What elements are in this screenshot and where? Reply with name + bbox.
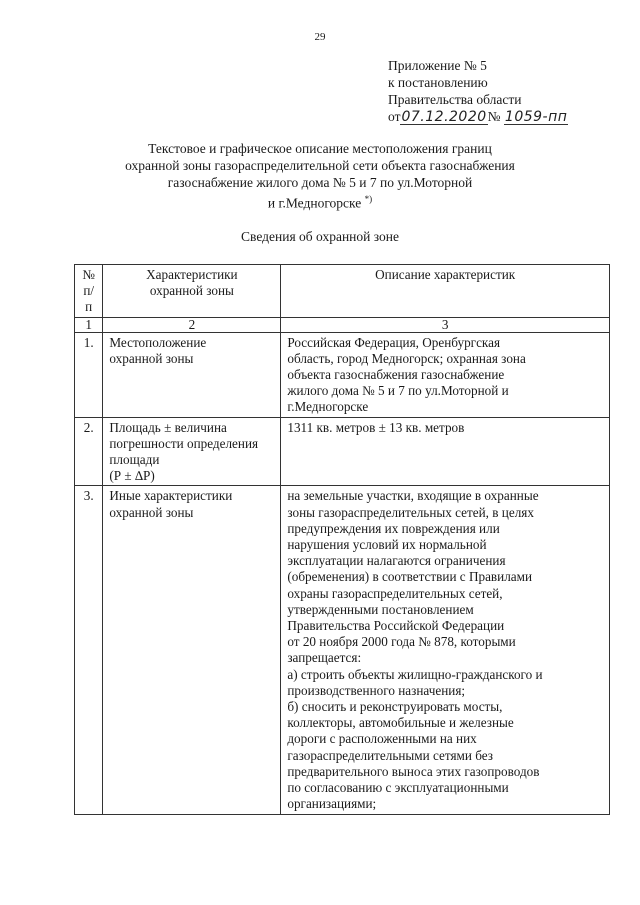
column-number-row [75, 317, 610, 332]
appendix-line: к постановлению [388, 75, 488, 90]
header-text: Описание характеристик [375, 267, 516, 282]
document-title [60, 140, 580, 212]
description-line: от 20 ноября 2000 года № 878, которыми [287, 634, 516, 650]
characteristic-line: площади [109, 452, 160, 468]
characteristic-line: (Р ± ∆Р) [109, 468, 155, 484]
number-label: № [487, 109, 501, 124]
row-number: 3. [75, 486, 103, 814]
appendix-line: Приложение № 5 [388, 58, 487, 73]
description-line: Российская Федерация, Оренбургская [287, 334, 501, 350]
title-line-with-footnote [60, 191, 580, 212]
description-line: область, город Медногорск; охранная зона [287, 350, 526, 366]
title-line: охранной зоны газораспределительной сети объекта газоснабжения [125, 158, 515, 173]
table-header-row [75, 265, 610, 318]
description-line: зоны газораспределительных сетей, в целях [287, 504, 534, 520]
description-line: 1311 кв. метров ± 13 кв. метров [287, 419, 465, 435]
characteristic-line: Местоположение [109, 334, 207, 350]
description-line: эксплуатации налагаются ограничения [287, 553, 506, 569]
description-line: жилого дома № 5 и 7 по ул.Моторной и [287, 383, 509, 399]
row-number: 2. [75, 417, 103, 486]
table-row [75, 417, 610, 486]
description-line: коллекторы, автомобильные и железные [287, 715, 514, 731]
footnote-mark: *) [364, 194, 373, 204]
column-number: 3 [281, 317, 610, 332]
title-line: Текстовое и графическое описание местоположения границ [148, 141, 492, 156]
description-line: г.Медногорске [287, 399, 369, 415]
row-characteristic [103, 486, 281, 814]
appendix-line: Правительства области [388, 92, 522, 107]
handwritten-date: 07.12.2020 [401, 109, 487, 125]
zone-info-table [74, 264, 610, 815]
description-line: б) сносить и реконструировать мосты, [287, 699, 503, 715]
header-description [281, 265, 610, 318]
description-line: производственного назначения; [287, 682, 466, 698]
header-characteristics [103, 265, 281, 318]
description-line: объекта газоснабжения газоснабжение [287, 367, 505, 383]
title-line: и г.Медногорске [267, 195, 362, 211]
section-subtitle: Сведения об охранной зоне [241, 229, 399, 244]
description-line: дороги с расположенными на них [287, 731, 477, 747]
description-line: охраны газораспределительных сетей, [287, 585, 503, 601]
header-text: охранной зоны [149, 283, 234, 299]
description-line: запрещается: [287, 650, 362, 666]
table-row [75, 332, 610, 417]
row-number: 1. [75, 332, 103, 417]
table-row [75, 486, 610, 814]
header-text: Характеристики [146, 267, 238, 282]
row-description [281, 486, 610, 814]
from-label: от [388, 109, 401, 124]
page-number: 29 [314, 31, 326, 43]
description-line: по согласованию с эксплуатационными [287, 780, 509, 796]
description-line: организациями; [287, 796, 377, 812]
header-text: № [82, 267, 95, 282]
description-line: утвержденными постановлением [287, 601, 474, 617]
header-num [75, 265, 103, 318]
characteristic-line: Иные характеристики [109, 488, 233, 504]
description-line: нарушения условий их нормальной [287, 537, 487, 553]
table-body [75, 332, 610, 814]
description-line: Правительства Российской Федерации [287, 618, 505, 634]
description-line: на земельные участки, входящие в охранные [287, 488, 539, 504]
column-number: 1 [75, 317, 103, 332]
row-characteristic [103, 417, 281, 486]
title-line: газоснабжение жилого дома № 5 и 7 по ул.Моторной [167, 175, 473, 190]
description-line: (обременения) в соответствии с Правилами [287, 569, 533, 585]
handwritten-number: 1059-пп [504, 109, 568, 125]
description-line: газораспределительными сетями без [287, 747, 493, 763]
row-description [281, 417, 610, 486]
characteristic-line: погрешности определения [109, 435, 259, 451]
row-characteristic [103, 332, 281, 417]
row-description [281, 332, 610, 417]
description-line: предварительного выноса этих газопроводов [287, 763, 540, 779]
characteristic-line: Площадь ± величина [109, 419, 227, 435]
description-line: а) строить объекты жилищно-гражданского и [287, 666, 543, 682]
description-line: предупреждения их повреждения или [287, 520, 500, 536]
characteristic-line: охранной зоны [109, 504, 194, 520]
header-text: п/п [83, 283, 95, 315]
column-number: 2 [103, 317, 281, 332]
decree-date-line [388, 108, 628, 125]
appendix-header [388, 57, 628, 125]
characteristic-line: охранной зоны [109, 350, 194, 366]
